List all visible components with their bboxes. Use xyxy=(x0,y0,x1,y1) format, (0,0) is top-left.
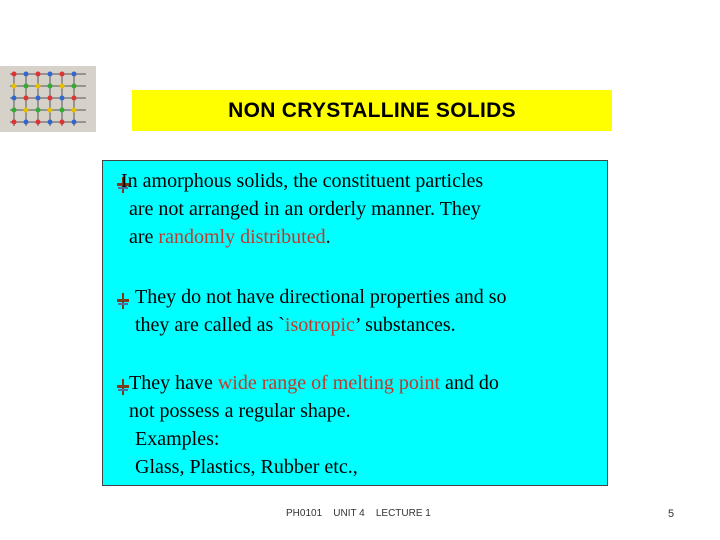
bullet-line xyxy=(117,453,499,481)
bullet-line xyxy=(117,369,499,397)
title-banner xyxy=(132,90,612,131)
bullet-item xyxy=(117,167,483,251)
body-text: are xyxy=(129,226,159,248)
crystal-lattice-image xyxy=(0,66,96,132)
bullet-item xyxy=(117,283,507,339)
highlight-text: randomly distributed xyxy=(158,226,326,248)
body-text: not possess a regular shape. xyxy=(129,400,351,422)
bullet-line xyxy=(117,195,483,223)
bullet-item xyxy=(117,369,499,481)
bullet-line xyxy=(117,397,499,425)
body-text: They do not have directional properties and so xyxy=(135,286,507,308)
bullet-line xyxy=(117,223,483,251)
highlight-text: isotropic xyxy=(284,314,355,336)
body-text: In amorphous solids, the constituent particles xyxy=(121,170,484,192)
highlight-text: wide range of melting point xyxy=(217,372,441,394)
body-text: they are called as ` xyxy=(135,314,285,336)
body-text: Examples: xyxy=(135,428,220,450)
body-text: are not arranged in an orderly manner. They xyxy=(129,198,481,220)
body-text: They have xyxy=(129,372,218,394)
slide-title: NON CRYSTALLINE SOLIDS xyxy=(228,98,516,122)
bullet-line xyxy=(117,283,507,311)
bullet-line xyxy=(117,167,483,195)
body-text: . xyxy=(325,226,331,248)
body-text: Glass, Plastics, Rubber etc., xyxy=(135,456,358,478)
footer-text: PH0101 UNIT 4 LECTURE 1 xyxy=(286,508,431,519)
bullet-line xyxy=(117,311,507,339)
bullet-line xyxy=(117,425,499,453)
content-box xyxy=(102,160,608,486)
body-text: ’ substances. xyxy=(354,314,456,336)
body-text: and do xyxy=(440,372,499,394)
page-number: 5 xyxy=(668,508,675,520)
